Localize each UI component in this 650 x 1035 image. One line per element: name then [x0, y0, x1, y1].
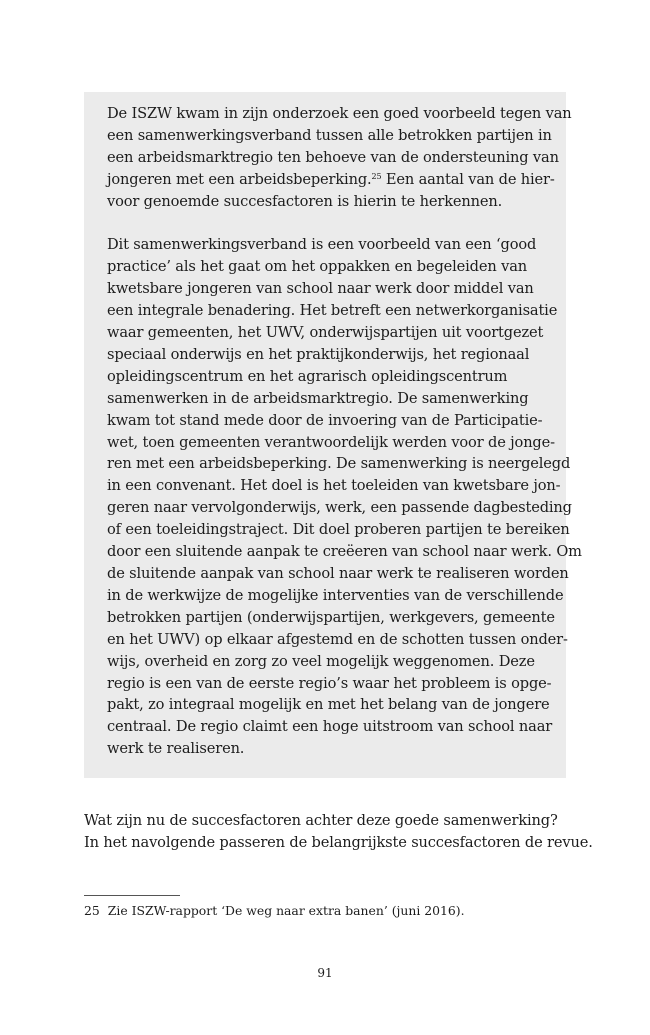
- text-line: in een convenant. Het doel is het toeleiden van kwetsbare jon-: [107, 477, 561, 495]
- text-line: en het UWV) op elkaar afgestemd en de schotten tussen onder-: [107, 630, 568, 648]
- text-line: De ISZW kwam in zijn onderzoek een goed voorbeeld tegen van: [107, 105, 572, 122]
- text-fragment: Een aantal van de hier-: [381, 170, 555, 188]
- text-line: voor genoemde succesfactoren is hierin te herkennen.: [107, 192, 503, 210]
- text-line: door een sluitende aanpak te creëeren van school naar werk. Om: [107, 543, 582, 561]
- text-line: betrokken partijen (onderwijspartijen, werkgevers, gemeente: [107, 608, 555, 626]
- text-line: wet, toen gemeenten verantwoordelijk werden voor de jonge-: [107, 433, 555, 451]
- text-line: samenwerken in de arbeidsmarktregio. De samenwerking: [107, 389, 529, 407]
- text-line: centraal. De regio claimt een hoge uitstroom van school naar: [107, 718, 553, 736]
- footnote: [84, 902, 566, 919]
- text-line: of een toeleidingstraject. Dit doel proberen partijen te bereiken: [107, 521, 570, 539]
- text-line: wijs, overheid en zorg zo veel mogelijk weggenomen. Deze: [107, 652, 535, 670]
- text-line: practice’ als het gaat om het oppakken en begeleiden van: [107, 258, 527, 276]
- text-line: Wat zijn nu de succesfactoren achter deze goede samenwerking?: [84, 812, 558, 829]
- footnote-text: Zie ISZW-rapport ‘De weg naar extra banen’ (juni 2016).: [107, 903, 465, 918]
- body-paragraph: [84, 810, 593, 854]
- text-line: opleidingscentrum en het agrarisch opleidingscentrum: [107, 367, 508, 385]
- footnote-reference: 25: [371, 171, 382, 181]
- case-study-text: [107, 103, 582, 760]
- text-line-with-footnote: [107, 169, 555, 191]
- text-line: Dit samenwerkingsverband is een voorbeeld van een ‘good: [107, 236, 537, 254]
- page-number: 91: [317, 966, 333, 980]
- text-line: pakt, zo integraal mogelijk en met het belang van de jongere: [107, 696, 550, 714]
- text-line: regio is een van de eerste regio’s waar het probleem is opge-: [107, 674, 552, 692]
- text-line: een samenwerkingsverband tussen alle betrokken partijen in: [107, 126, 552, 144]
- text-line: geren naar vervolgonderwijs, werk, een passende dagbesteding: [107, 499, 572, 517]
- text-line: de sluitende aanpak van school naar werk te realiseren worden: [107, 565, 569, 583]
- footnote-number: 25: [84, 903, 100, 918]
- text-line: een arbeidsmarktregio ten behoeve van de ondersteuning van: [107, 148, 559, 166]
- box-paragraph-1: [107, 103, 572, 213]
- text-line: een integrale benadering. Het betreft een netwerkorganisatie: [107, 302, 558, 320]
- text-line: In het navolgende passeren de belangrijkste succesfactoren de revue.: [84, 834, 593, 851]
- footnote-divider: [84, 895, 180, 896]
- text-line: waar gemeenten, het UWV, onderwijspartijen uit voortgezet: [107, 324, 544, 342]
- text-line: ren met een arbeidsbeperking. De samenwerking is neergelegd: [107, 455, 571, 473]
- paragraph-gap: [107, 213, 545, 235]
- text-line: kwam tot stand mede door de invoering van de Participatie-: [107, 411, 543, 429]
- text-fragment: jongeren met een arbeidsbeperking.: [107, 170, 372, 188]
- text-line: kwetsbare jongeren van school naar werk door middel van: [107, 280, 534, 298]
- text-line: in de werkwijze de mogelijke interventies van de verschillende: [107, 586, 564, 604]
- text-line: werk te realiseren.: [107, 740, 245, 758]
- text-line: speciaal onderwijs en het praktijkonderwijs, het regionaal: [107, 345, 530, 363]
- box-paragraph-2: [107, 234, 582, 760]
